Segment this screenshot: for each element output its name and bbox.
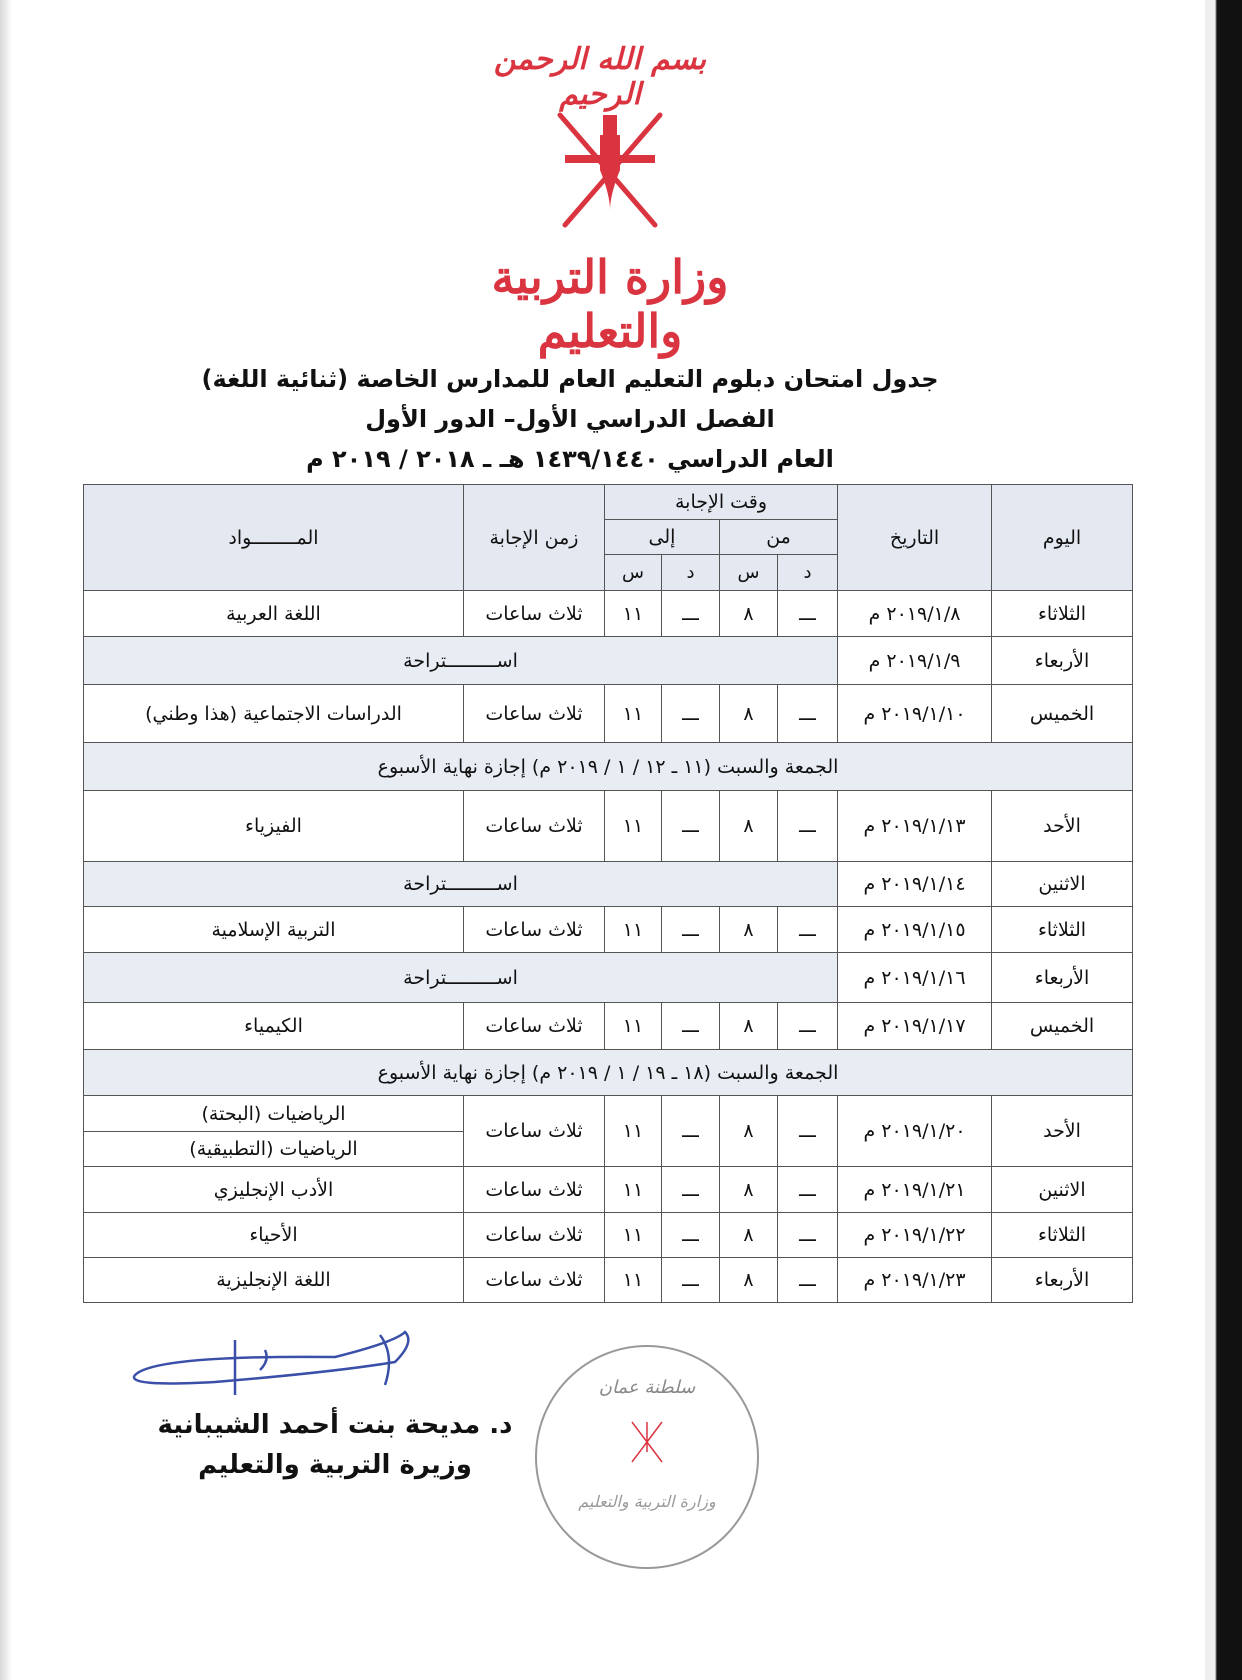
header-from: من bbox=[720, 520, 838, 555]
date-cell: ٢٠١٩/١/٢٠ م bbox=[838, 1096, 992, 1167]
date-cell: ٢٠١٩/١/٢٣ م bbox=[838, 1258, 992, 1303]
to-minute-cell: ـــ bbox=[662, 1213, 720, 1258]
subject-cell: التربية الإسلامية bbox=[84, 907, 464, 953]
from-hour-cell: ٨ bbox=[720, 791, 778, 862]
from-hour-cell: ٨ bbox=[720, 685, 778, 743]
document-title: جدول امتحان دبلوم التعليم العام للمدارس الخاصة (ثنائية اللغة) bbox=[201, 365, 939, 393]
day-cell: الأربعاء bbox=[992, 637, 1133, 685]
weekend-label: الجمعة والسبت (١٨ ـ ١٩ / ١ / ٢٠١٩ م) إجازة نهاية الأسبوع bbox=[84, 1050, 1133, 1096]
to-minute-cell: ـــ bbox=[662, 1167, 720, 1213]
header-subjects: المــــــــواد bbox=[84, 485, 464, 591]
document-subtitle: الفصل الدراسي الأول– الدور الأول bbox=[365, 405, 775, 433]
to-hour-cell: ١١ bbox=[605, 1167, 662, 1213]
date-cell: ٢٠١٩/١/١٠ م bbox=[838, 685, 992, 743]
from-hour-cell: ٨ bbox=[720, 1003, 778, 1050]
signatory-name: د. مديحة بنت أحمد الشيبانية bbox=[157, 1410, 513, 1440]
weekend-label: الجمعة والسبت (١١ ـ ١٢ / ١ / ٢٠١٩ م) إجازة نهاية الأسبوع bbox=[84, 743, 1133, 791]
subject-cell: الأحياء bbox=[84, 1213, 464, 1258]
date-cell: ٢٠١٩/١/١٦ م bbox=[838, 953, 992, 1003]
to-hour-cell: ١١ bbox=[605, 1003, 662, 1050]
duration-cell: ثلاث ساعات bbox=[464, 1213, 605, 1258]
table-row bbox=[84, 1258, 1133, 1303]
duration-cell: ثلاث ساعات bbox=[464, 1258, 605, 1303]
duration-cell: ثلاث ساعات bbox=[464, 685, 605, 743]
official-stamp bbox=[535, 1345, 759, 1569]
header-from-minute: د bbox=[778, 555, 838, 591]
header-to-minute: د bbox=[662, 555, 720, 591]
duration-cell: ثلاث ساعات bbox=[464, 907, 605, 953]
to-minute-cell: ـــ bbox=[662, 907, 720, 953]
signatory-title: وزيرة التربية والتعليم bbox=[198, 1450, 472, 1480]
table-row bbox=[84, 637, 1133, 685]
handwritten-signature bbox=[130, 1330, 420, 1405]
day-cell: الأربعاء bbox=[992, 1258, 1133, 1303]
page-edge-shadow bbox=[0, 0, 12, 1680]
header-to: إلى bbox=[605, 520, 720, 555]
to-hour-cell: ١١ bbox=[605, 591, 662, 637]
table-row bbox=[84, 1213, 1133, 1258]
exam-schedule-table bbox=[83, 484, 1133, 1303]
table-row bbox=[84, 1003, 1133, 1050]
subject-cell: الكيمياء bbox=[84, 1003, 464, 1050]
to-hour-cell: ١١ bbox=[605, 907, 662, 953]
table-row bbox=[84, 862, 1133, 907]
from-hour-cell: ٨ bbox=[720, 1096, 778, 1167]
header-duration: زمن الإجابة bbox=[464, 485, 605, 591]
date-cell: ٢٠١٩/١/٢٢ م bbox=[838, 1213, 992, 1258]
duration-cell: ثلاث ساعات bbox=[464, 591, 605, 637]
basmala-calligraphy: بسم الله الرحمن الرحيم bbox=[493, 42, 707, 112]
stamp-emblem-icon bbox=[627, 1417, 667, 1467]
header-date: التاريخ bbox=[838, 485, 992, 591]
to-minute-cell: ـــ bbox=[662, 791, 720, 862]
to-hour-cell: ١١ bbox=[605, 791, 662, 862]
day-cell: الثلاثاء bbox=[992, 591, 1133, 637]
academic-year: العام الدراسي ١٤٣٩/١٤٤٠ هـ ـ ٢٠١٨ / ٢٠١٩ م bbox=[306, 445, 834, 473]
day-cell: الخميس bbox=[992, 685, 1133, 743]
day-cell: الاثنين bbox=[992, 862, 1133, 907]
day-cell: الأحد bbox=[992, 791, 1133, 862]
subject-cell bbox=[84, 1096, 464, 1167]
subject-applied-math: الرياضيات (التطبيقية) bbox=[189, 1137, 358, 1160]
from-minute-cell: ـــ bbox=[778, 1003, 838, 1050]
to-minute-cell: ـــ bbox=[662, 1096, 720, 1167]
table-row bbox=[84, 1096, 1133, 1167]
table-row bbox=[84, 1050, 1133, 1096]
to-minute-cell: ـــ bbox=[662, 685, 720, 743]
subject-cell: اللغة الإنجليزية bbox=[84, 1258, 464, 1303]
day-cell: الثلاثاء bbox=[992, 1213, 1133, 1258]
date-cell: ٢٠١٩/١/٨ م bbox=[838, 591, 992, 637]
header-to-hour: س bbox=[605, 555, 662, 591]
from-minute-cell: ـــ bbox=[778, 907, 838, 953]
day-cell: الأحد bbox=[992, 1096, 1133, 1167]
from-minute-cell: ـــ bbox=[778, 1096, 838, 1167]
table-row bbox=[84, 953, 1133, 1003]
to-minute-cell: ـــ bbox=[662, 591, 720, 637]
from-hour-cell: ٨ bbox=[720, 591, 778, 637]
to-minute-cell: ـــ bbox=[662, 1258, 720, 1303]
to-hour-cell: ١١ bbox=[605, 1213, 662, 1258]
date-cell: ٢٠١٩/١/١٧ م bbox=[838, 1003, 992, 1050]
duration-cell: ثلاث ساعات bbox=[464, 1167, 605, 1213]
day-cell: الأربعاء bbox=[992, 953, 1133, 1003]
day-cell: الثلاثاء bbox=[992, 907, 1133, 953]
from-hour-cell: ٨ bbox=[720, 1167, 778, 1213]
table-row bbox=[84, 591, 1133, 637]
subject-cell: الفيزياء bbox=[84, 791, 464, 862]
date-cell: ٢٠١٩/١/١٣ م bbox=[838, 791, 992, 862]
to-hour-cell: ١١ bbox=[605, 1258, 662, 1303]
table-row bbox=[84, 1167, 1133, 1213]
from-hour-cell: ٨ bbox=[720, 907, 778, 953]
signatory-block bbox=[150, 1405, 520, 1485]
rest-label: اســـــــــتراحة bbox=[84, 862, 838, 907]
date-cell: ٢٠١٩/١/٢١ م bbox=[838, 1167, 992, 1213]
from-minute-cell: ـــ bbox=[778, 1167, 838, 1213]
subject-cell: اللغة العربية bbox=[84, 591, 464, 637]
to-minute-cell: ـــ bbox=[662, 1003, 720, 1050]
oman-emblem-icon bbox=[545, 110, 675, 235]
day-cell: الاثنين bbox=[992, 1167, 1133, 1213]
ministry-logo-text: وزارة التربية والتعليم bbox=[491, 250, 729, 358]
to-hour-cell: ١١ bbox=[605, 685, 662, 743]
table-row bbox=[84, 791, 1133, 862]
from-hour-cell: ٨ bbox=[720, 1258, 778, 1303]
duration-cell: ثلاث ساعات bbox=[464, 791, 605, 862]
from-minute-cell: ـــ bbox=[778, 1213, 838, 1258]
to-hour-cell: ١١ bbox=[605, 1096, 662, 1167]
stamp-bottom-text: وزارة التربية والتعليم bbox=[578, 1492, 716, 1511]
day-cell: الخميس bbox=[992, 1003, 1133, 1050]
table-row bbox=[84, 907, 1133, 953]
header-day: اليوم bbox=[992, 485, 1133, 591]
table-row bbox=[84, 685, 1133, 743]
from-minute-cell: ـــ bbox=[778, 1258, 838, 1303]
rest-label: اســـــــــتراحة bbox=[84, 953, 838, 1003]
from-minute-cell: ـــ bbox=[778, 685, 838, 743]
from-minute-cell: ـــ bbox=[778, 591, 838, 637]
from-minute-cell: ـــ bbox=[778, 791, 838, 862]
from-hour-cell: ٨ bbox=[720, 1213, 778, 1258]
page-edge-bar bbox=[1205, 0, 1242, 1680]
subject-cell: الدراسات الاجتماعية (هذا وطني) bbox=[84, 685, 464, 743]
subject-pure-math: الرياضيات (البحتة) bbox=[84, 1097, 463, 1132]
table-row bbox=[84, 743, 1133, 791]
header-answer-time: وقت الإجابة bbox=[605, 485, 838, 520]
rest-label: اســـــــــتراحة bbox=[84, 637, 838, 685]
date-cell: ٢٠١٩/١/٩ م bbox=[838, 637, 992, 685]
stamp-top-text: سلطنة عمان bbox=[598, 1377, 696, 1398]
duration-cell: ثلاث ساعات bbox=[464, 1096, 605, 1167]
header-from-hour: س bbox=[720, 555, 778, 591]
subject-cell: الأدب الإنجليزي bbox=[84, 1167, 464, 1213]
duration-cell: ثلاث ساعات bbox=[464, 1003, 605, 1050]
date-cell: ٢٠١٩/١/١٥ م bbox=[838, 907, 992, 953]
date-cell: ٢٠١٩/١/١٤ م bbox=[838, 862, 992, 907]
